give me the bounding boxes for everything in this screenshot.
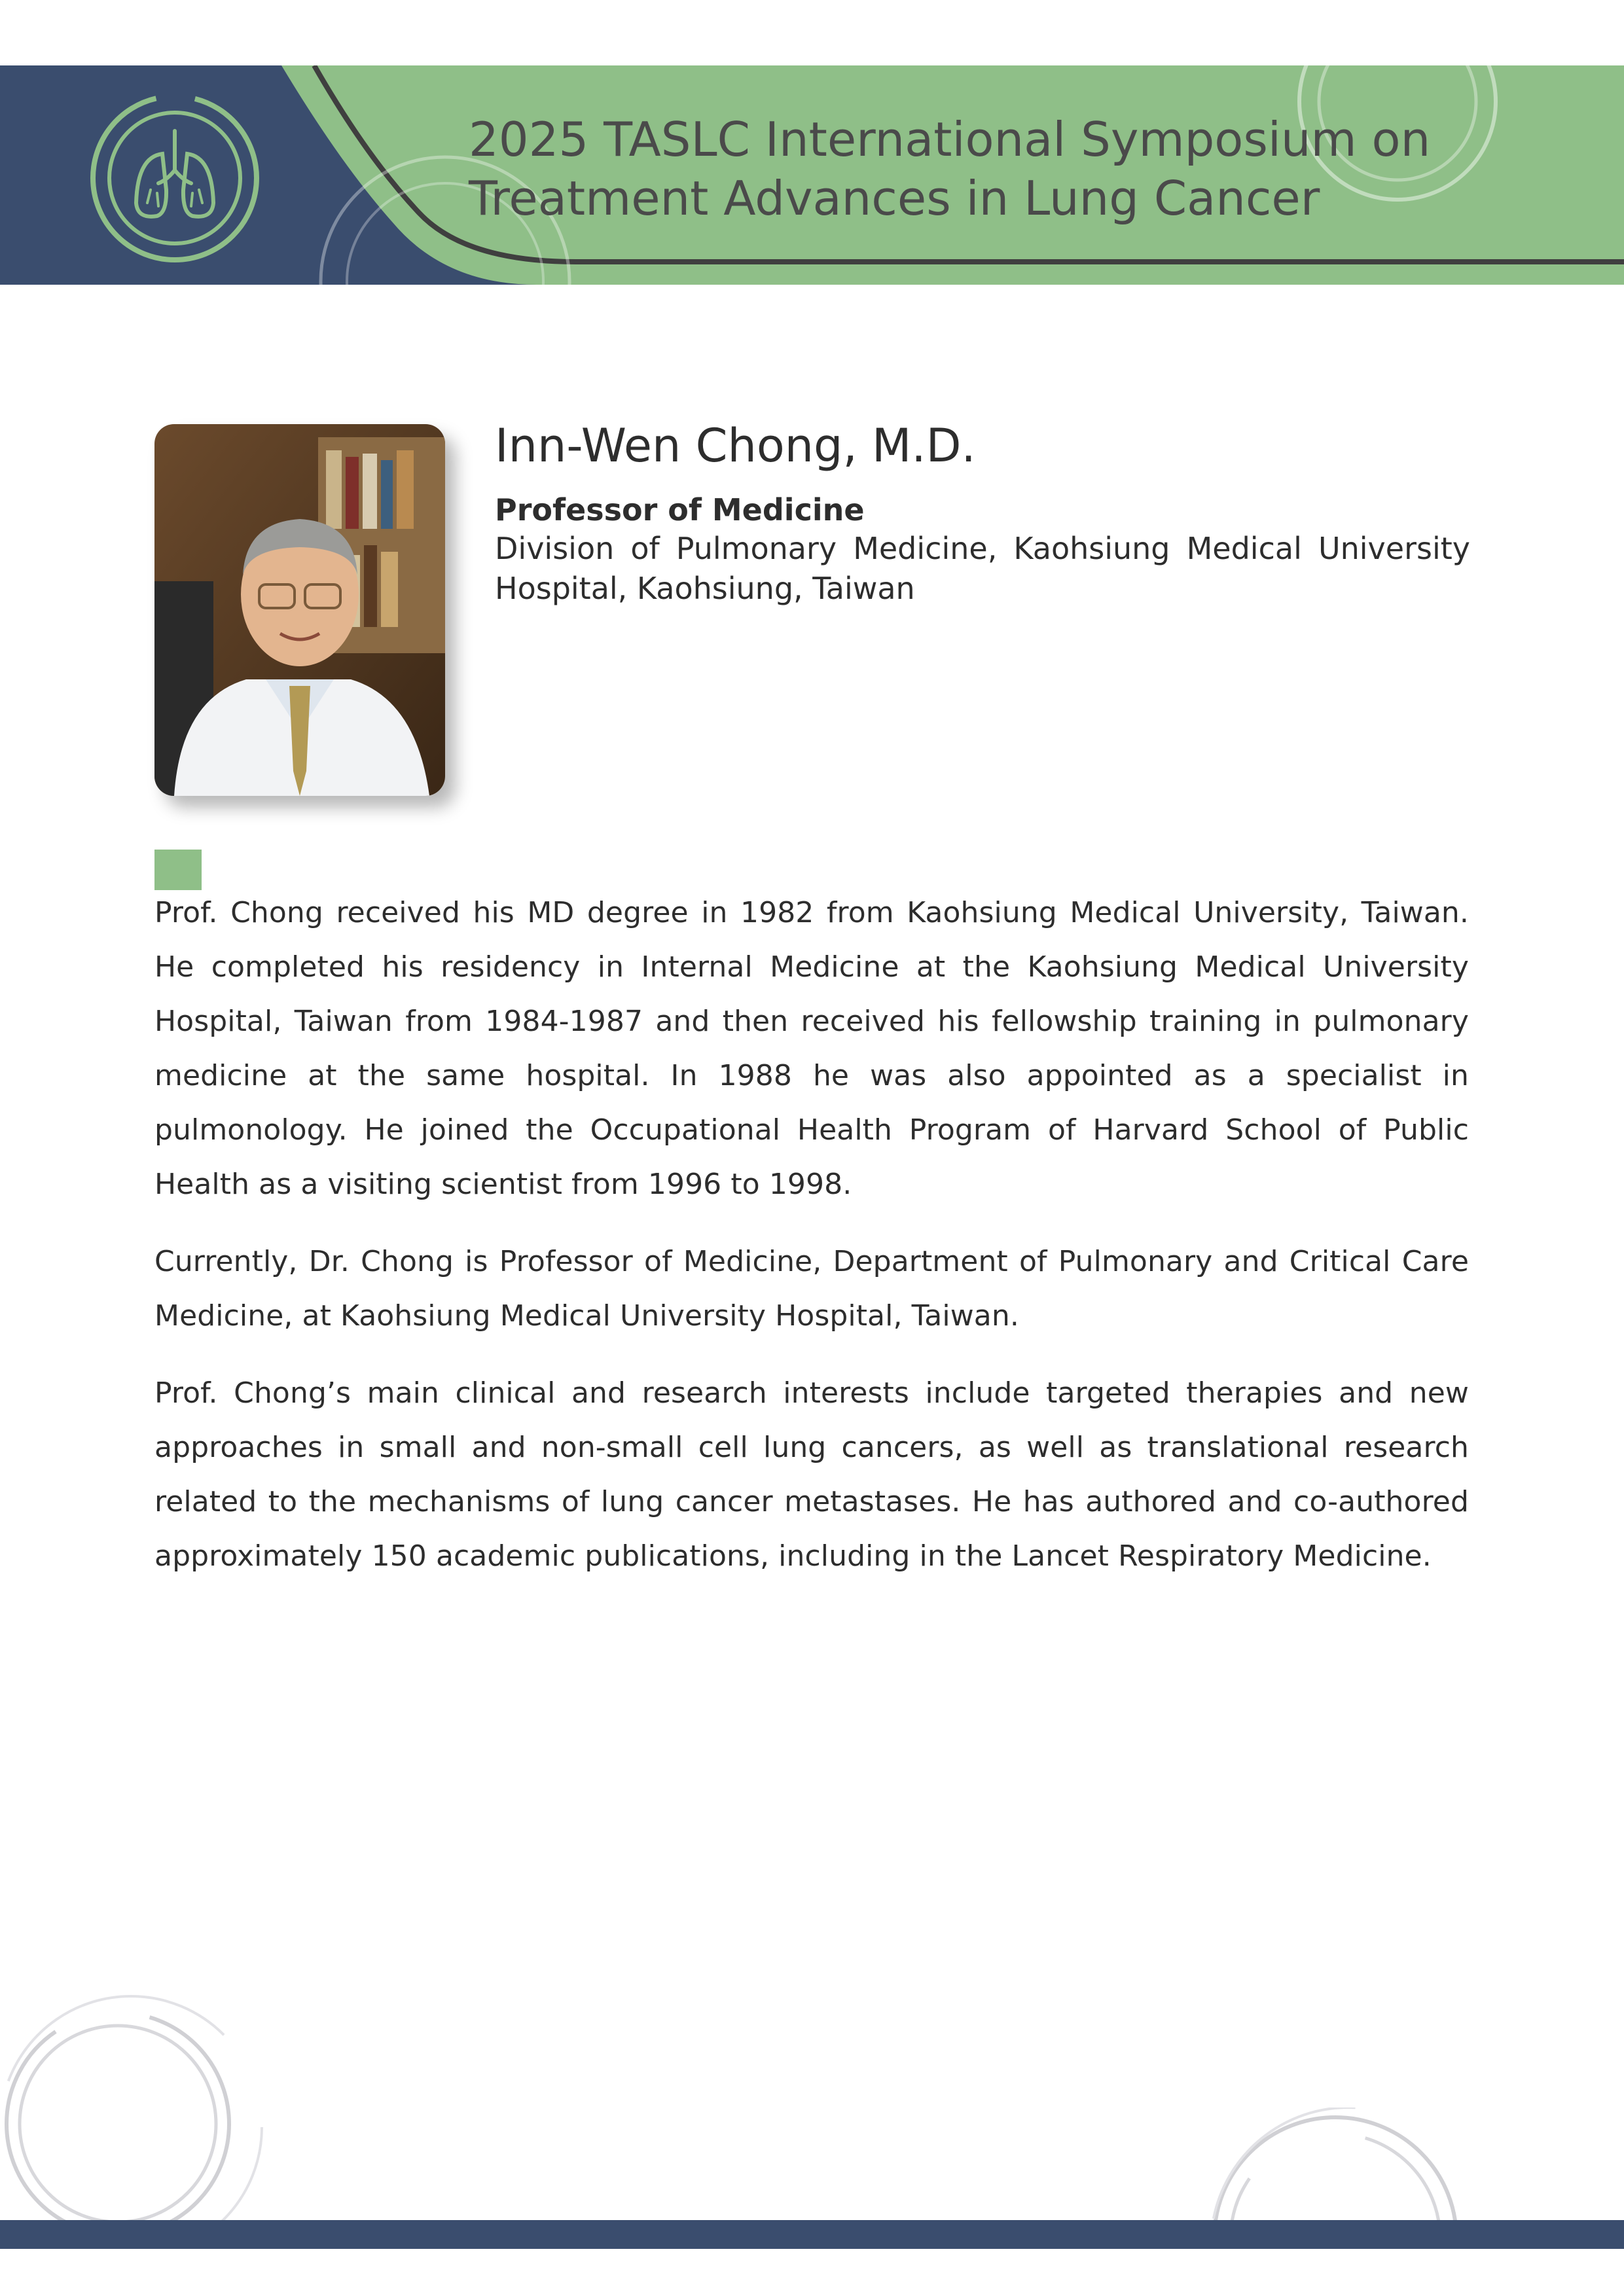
biography <box>154 886 1469 1606</box>
speaker-position: Professor of Medicine <box>495 492 865 528</box>
speaker-photo <box>154 424 445 796</box>
title-line-1: 2025 TASLC International Symposium on <box>469 112 1431 167</box>
lungs-icon <box>85 92 268 268</box>
footer-bar <box>0 2220 1624 2249</box>
speaker-portrait-icon <box>154 424 445 796</box>
speaker-name: Inn-Wen Chong, M.D. <box>495 419 976 473</box>
bio-paragraph-1: Prof. Chong received his MD degree in 1982 from Kaohsiung Medical University, Taiwan. He completed his residency in Internal Medicine at the Kaohsiung Medical University Hospital, Taiwan from 1984-1987 and then received his fellowship training in pulmonary medicine at the same hospital. In 1988 he was also appointed as a specialist in pulmonology. He joined the Occupational Health Program of Harvard School of Public Health as a visiting scientist from 1996 to 1998. <box>154 896 1469 1201</box>
symposium-title <box>469 110 1490 228</box>
speaker-affiliation: Division of Pulmonary Medicine, Kaohsiung Medical University Hospital, Kaohsiung, Taiwan <box>495 531 1470 606</box>
title-line-2: Treatment Advances in Lung Cancer <box>469 171 1320 226</box>
decorative-circles-right <box>1165 2108 1506 2220</box>
accent-square <box>154 850 202 890</box>
bio-paragraph-2: Currently, Dr. Chong is Professor of Medicine, Department of Pulmonary and Critical Care Medicine, at Kaohsiung Medical University Hospital, Taiwan. <box>154 1245 1469 1333</box>
bio-paragraph-3: Prof. Chong’s main clinical and research interests include targeted therapies and new approaches in small and non-small cell lung cancers, as well as translational research related to the mechanisms of lung cancer metastases. He has authored and co-authored approximately 150 academic publications, including in the Lancet Respiratory Medicine. <box>154 1376 1469 1573</box>
decorative-circles-left <box>0 1964 301 2225</box>
